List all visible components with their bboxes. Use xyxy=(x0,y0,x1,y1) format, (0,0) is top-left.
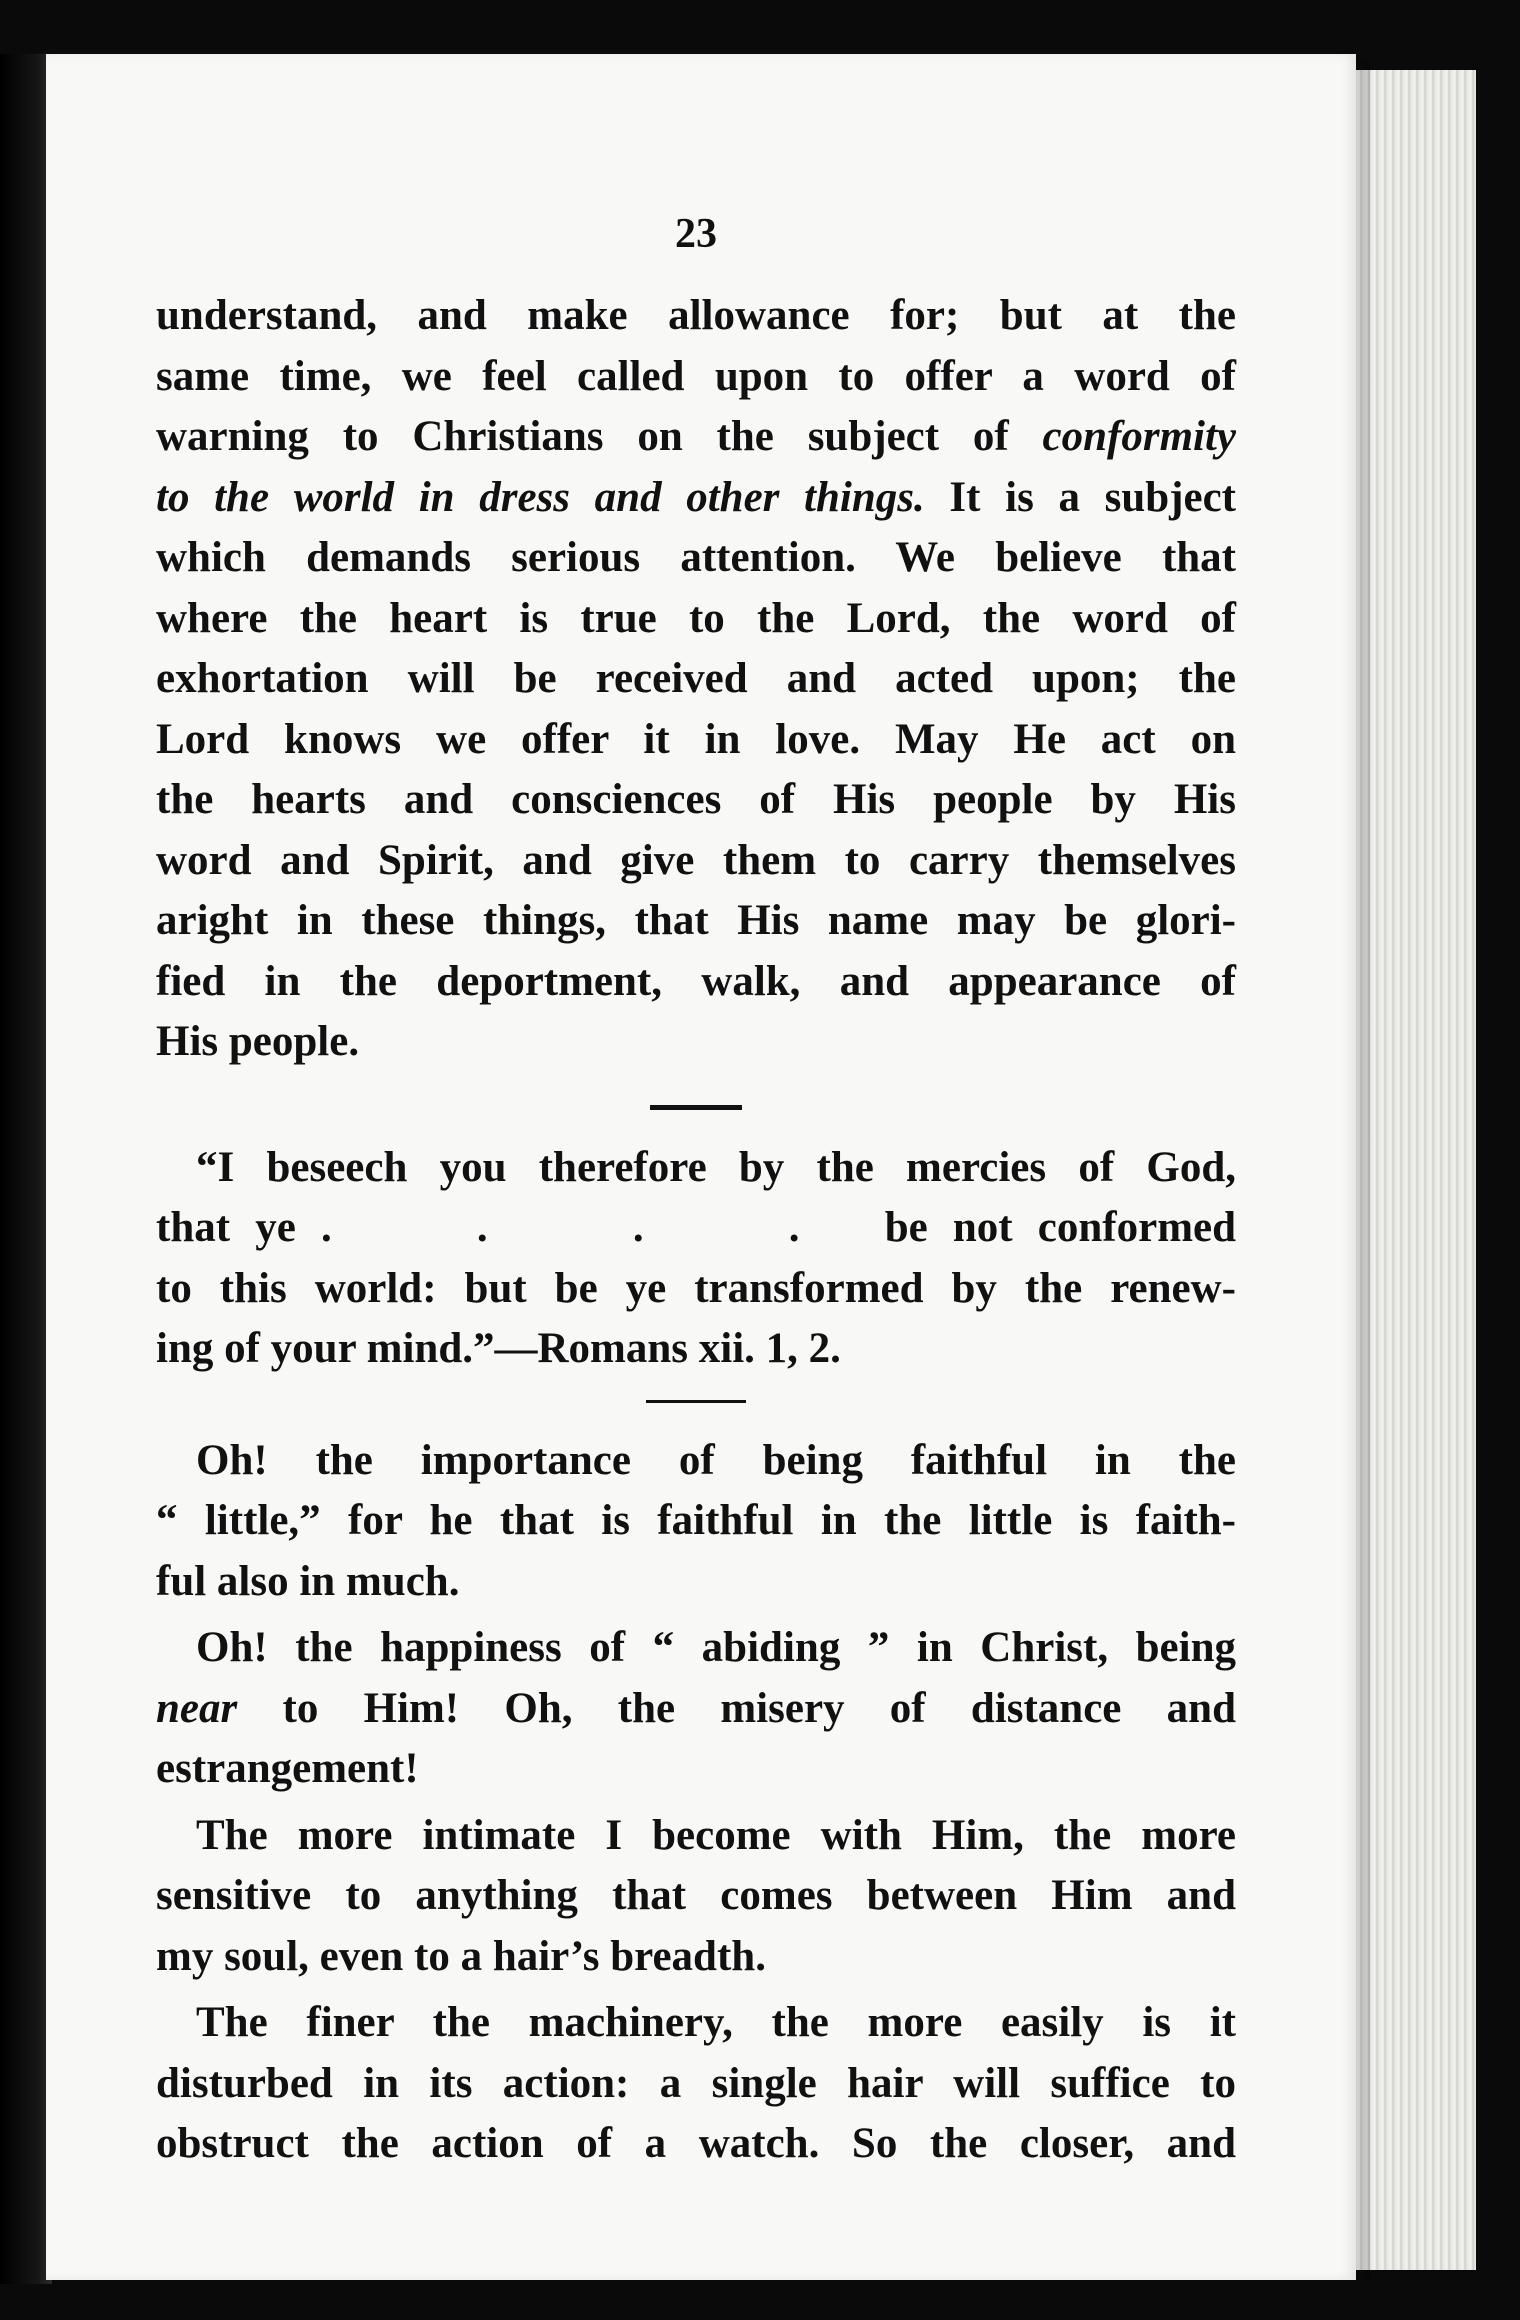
italic-phrase: to the world in dress and other things. xyxy=(156,473,925,521)
text-line: Lord knows we offer it in love. May He act on xyxy=(156,715,1236,763)
book-binding-shadow xyxy=(0,54,52,2284)
paragraph-conformity-warning xyxy=(156,286,1236,1073)
scripture-quote xyxy=(156,1138,1236,1380)
section-divider xyxy=(650,1105,742,1110)
text-line: aright in these things, that His name may be glori- xyxy=(156,897,1236,944)
text-line: my soul, even to a hair’s breadth. xyxy=(156,1932,766,1980)
page-edges xyxy=(1356,70,1476,2270)
text-line: understand, and make allowance for; but at the xyxy=(156,292,1236,339)
italic-word: conformity xyxy=(1042,413,1236,460)
text-line: fied in the deportment, walk, and appearance of xyxy=(156,957,1236,1005)
ellipsis-dots: . . . . xyxy=(321,1204,860,1251)
text-line xyxy=(156,407,1236,468)
paragraph-abiding xyxy=(156,1618,1236,1800)
text-line: estrangement! xyxy=(156,1745,419,1792)
text-line: word and Spirit, and give them to carry themselves xyxy=(156,836,1236,884)
text-line: where the heart is true to the Lord, the word of xyxy=(156,594,1236,642)
text-line: the hearts and consciences of His people by His xyxy=(156,776,1236,823)
text-line: ing of your mind.”—Romans xii. 1, 2. xyxy=(156,1325,841,1372)
section-divider xyxy=(646,1400,746,1403)
text-line: sensitive to anything that comes between Him and xyxy=(156,1872,1236,1919)
text-line: ful also in much. xyxy=(156,1557,460,1605)
text-line: which demands serious attention. We believe that xyxy=(156,534,1236,581)
text-line: exhortation will be received and acted upon; the xyxy=(156,655,1236,702)
text-fragment: It is a subject xyxy=(924,473,1236,521)
text-line xyxy=(156,1198,1236,1259)
text-line: “I beseech you therefore by the mercies of God, xyxy=(196,1143,1236,1191)
page-text xyxy=(156,204,1236,2175)
text-line: Oh! the happiness of “ abiding ” in Christ, being xyxy=(196,1624,1236,1671)
text-line: to this world: but be ye transformed by the renew- xyxy=(156,1264,1236,1312)
text-line: The more intimate I become with Him, the more xyxy=(196,1811,1236,1859)
paragraph-intimate xyxy=(156,1806,1236,1988)
book-page xyxy=(46,54,1356,2280)
text-line: obstruct the action of a watch. So the closer, and xyxy=(156,2120,1236,2167)
text-line xyxy=(156,1679,1236,1740)
text-line: Oh! the importance of being faithful in the xyxy=(196,1436,1236,1484)
italic-word: near xyxy=(156,1684,238,1732)
text-line: His people. xyxy=(156,1018,360,1065)
paragraph-machinery xyxy=(156,1993,1236,2175)
text-line: The finer the machinery, the more easily is it xyxy=(196,1999,1236,2046)
text-fragment: be not conformed xyxy=(884,1204,1237,1251)
paragraph-faithful-little xyxy=(156,1431,1236,1613)
text-line xyxy=(156,468,1236,529)
page-number: 23 xyxy=(675,211,717,257)
text-line: same time, we feel called upon to offer a word of xyxy=(156,352,1236,400)
text-fragment: that ye xyxy=(156,1204,296,1251)
text-line: “ little,” for he that is faithful in the little is faith- xyxy=(156,1497,1236,1544)
text-fragment: to Him! Oh, the misery of distance and xyxy=(237,1684,1236,1732)
text-line: disturbed in its action: a single hair will suffice to xyxy=(156,2059,1236,2107)
text-fragment: warning to Christians on the subject of xyxy=(156,413,1043,460)
